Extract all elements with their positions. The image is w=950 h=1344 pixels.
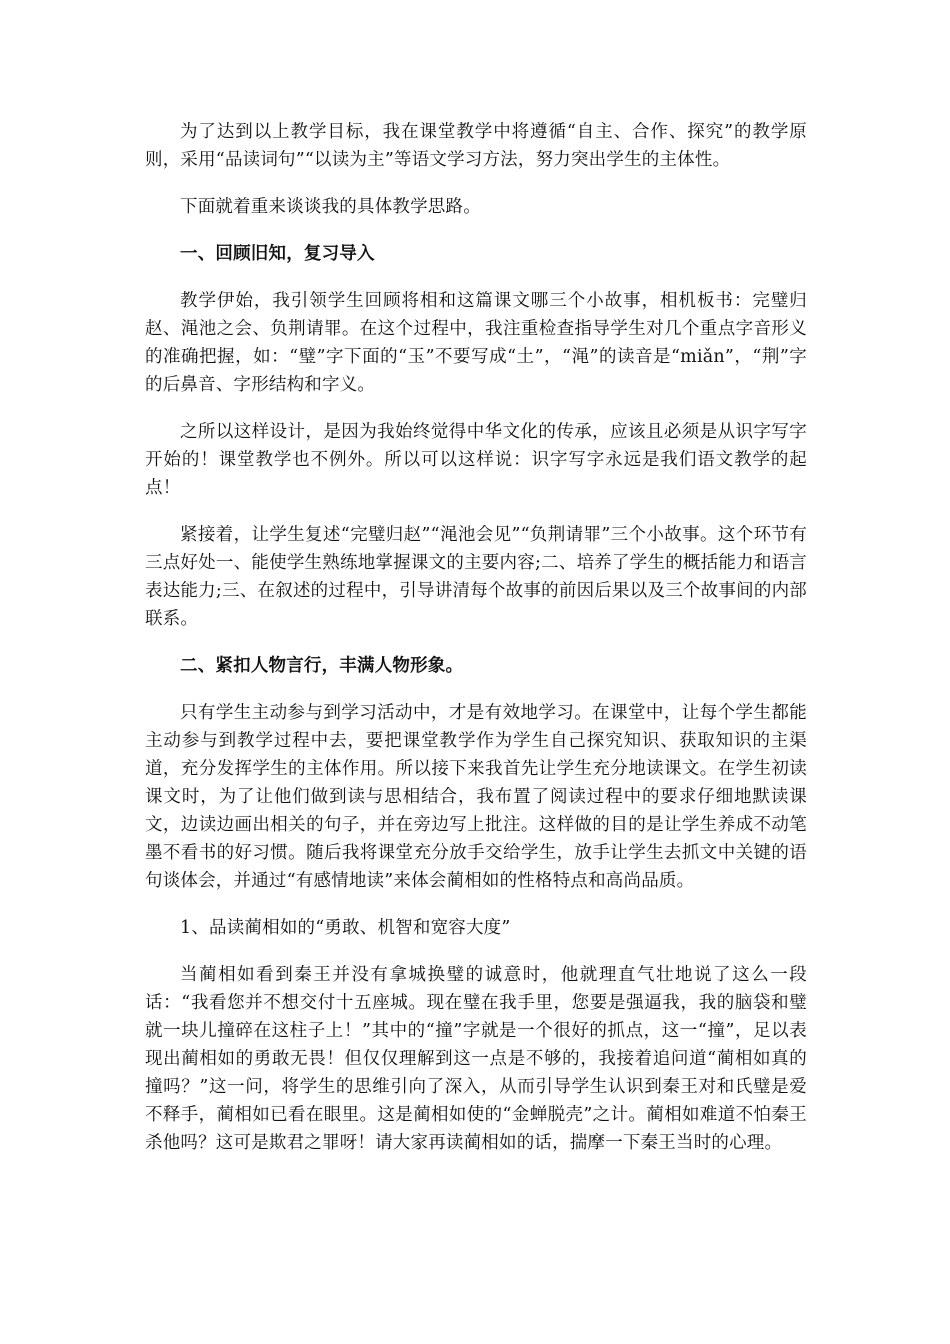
- paragraph-intro-teaching-ideas: 下面就着重来谈谈我的具体教学思路。: [180, 197, 481, 217]
- subheading-lin-xiangru-qualities: 1、品读蔺相如的“勇敢、机智和宽容大度”: [180, 918, 511, 938]
- paragraph-lin-xiangru-speech: 当蔺相如看到秦王并没有拿城换璧的诚意时，他就理直气壮地说了这么一段话：“我看您并不想交付十五座城。现在璧在我手里，您要是强逼我，我的脑袋和璧就一块儿撞碎在这柱子上！”其中的“撞”字就是一个很好的抓点，这一“撞”，足以表现出蔺相如的勇敢无畏！但仅仅理解到这一点是不够的，我接着追问道“蔺相如真的撞吗？”这一问，将学生的思维引向了深入，从而引导学生认识到秦王对和氏璧是爱不释手，蔺相如已看在眼里。这是蔺相如使的“金蝉脱壳”之计。蔺相如难道不怕秦王杀他吗？这可是欺君之罪呀！请大家再读蔺相如的话，揣摩一下秦王当时的心理。: [145, 965, 807, 1153]
- document-page: [145, 118, 807, 1176]
- paragraph-literacy-rationale: 之所以这样设计，是因为我始终觉得中华文化的传承，应该且必须是从识字写字开始的！课堂教学也不例外。所以可以这样说：识字写字永远是我们语文教学的起点！: [145, 422, 807, 498]
- paragraph-retelling: 紧接着，让学生复述“完璧归赵”“渑池会见”“负荆请罪”三个小故事。这个环节有三点好处一、能使学生熟练地掌握课文的主要内容;二、培养了学生的概括能力和语言表达能力;三、在叙述的过程中，引导讲清每个故事的前因后果以及三个故事间的内部联系。: [145, 525, 807, 629]
- paragraph-active-learning: 只有学生主动参与到学习活动中，才是有效地学习。在课堂中，让每个学生都能主动参与到教学过程中去，要把课堂教学作为学生自己探究知识、获取知识的主渠道，充分发挥学生的主体作用。所以接下来我首先让学生充分地读课文。在学生初读课文时，为了让他们做到读与思相结合，我布置了阅读过程中的要求仔细地默读课文，边读边画出相关的句子，并在旁边写上批注。这样做的目的是让学生养成不动笔墨不看书的好习惯。随后我将课堂充分放手交给学生，放手让学生去抓文中关键的语句谈体会，并通过“有感情地读”来体会蔺相如的性格特点和高尚品质。: [145, 703, 807, 891]
- section-heading-review: 一、回顾旧知，复习导入: [180, 244, 375, 264]
- section-heading-characters: 二、紧扣人物言行，丰满人物形象。: [180, 656, 464, 676]
- paragraph-teaching-principles: 为了达到以上教学目标，我在课堂教学中将遵循“自主、合作、探究”的教学原则，采用“品读词句”“以读为主”等语文学习方法，努力突出学生的主体性。: [145, 122, 807, 170]
- paragraph-review-stories: 教学伊始，我引领学生回顾将相和这篇课文哪三个小故事，相机板书：完璧归赵、渑池之会、负荆请罪。在这个过程中，我注重检查指导学生对几个重点字音形义的准确把握，如：“璧”字下面的“玉”不要写成“土”，“渑”的读音是“miǎn”，“荆”字的后鼻音、字形结构和字义。: [145, 291, 807, 395]
